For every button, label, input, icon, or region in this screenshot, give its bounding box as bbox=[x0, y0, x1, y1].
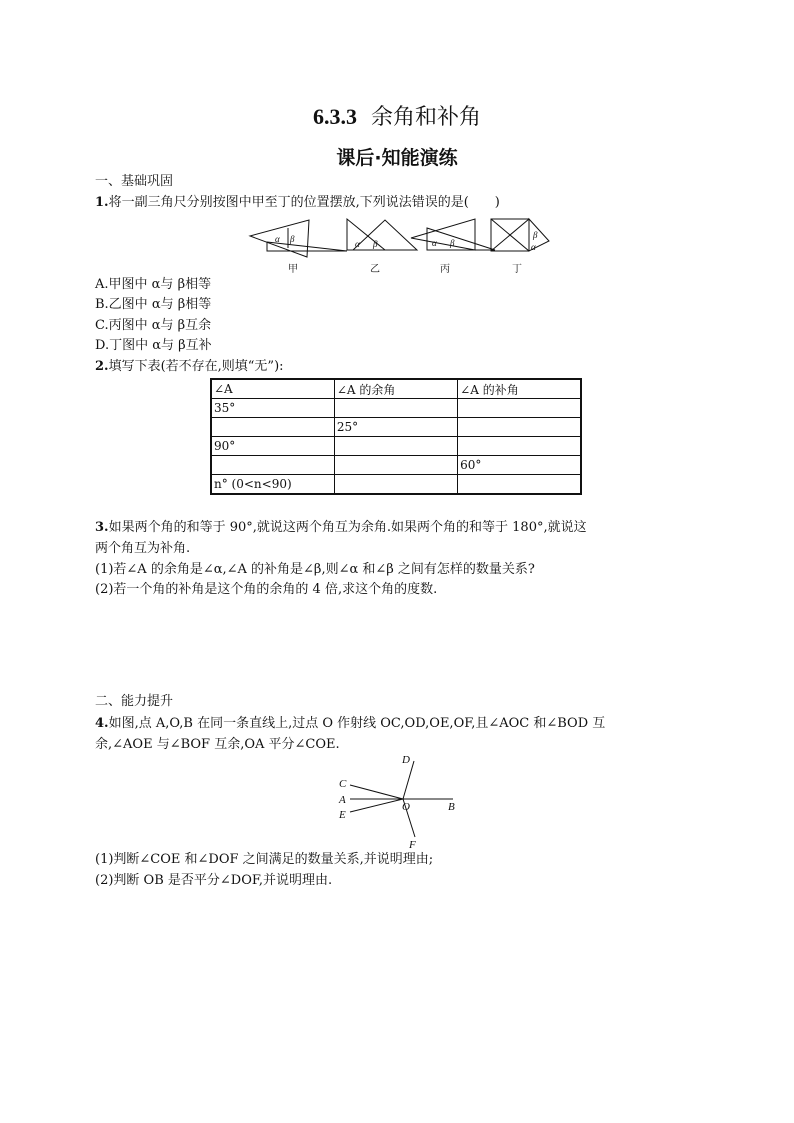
svg-text:β: β bbox=[450, 238, 455, 248]
question-text: 如图,点 A,O,B 在同一条直线上,过点 O 作射线 OC,OD,OE,OF,且∠AOC 和∠BOD 互 bbox=[108, 716, 606, 731]
title-text: 余角和补角 bbox=[370, 105, 481, 130]
svg-text:α: α bbox=[355, 239, 360, 249]
page-title bbox=[0, 100, 794, 131]
question-number: 3. bbox=[95, 520, 109, 535]
table-cell: 25° bbox=[334, 418, 457, 437]
option-b: B.乙图中 α与 β相等 bbox=[95, 297, 212, 312]
option-c: C.丙图中 α与 β互余 bbox=[95, 318, 212, 333]
table-header-cell: ∠A 的余角 bbox=[334, 379, 457, 399]
svg-text:α: α bbox=[531, 242, 536, 252]
table-row bbox=[211, 418, 581, 437]
rays-figure bbox=[335, 752, 465, 852]
figure-label-ding: 丁 bbox=[512, 264, 522, 275]
title-number: 6.3.3 bbox=[312, 104, 357, 129]
table-header-cell: ∠A 的补角 bbox=[458, 379, 581, 399]
question-text: 将一副三角尺分别按图中甲至丁的位置摆放,下列说法错误的是( ) bbox=[108, 195, 500, 210]
figure-label-yi: 乙 bbox=[370, 264, 380, 275]
point-label-a: A bbox=[339, 794, 346, 806]
table-cell bbox=[458, 475, 581, 495]
table-cell bbox=[458, 437, 581, 456]
table-cell: 35° bbox=[211, 399, 334, 418]
section-heading-advanced: 二、能力提升 bbox=[95, 694, 174, 709]
section-heading-basic: 一、基础巩固 bbox=[95, 174, 174, 189]
table-cell bbox=[211, 418, 334, 437]
figure-label-jia: 甲 bbox=[288, 264, 298, 275]
table-row bbox=[211, 437, 581, 456]
table-cell bbox=[458, 418, 581, 437]
question-3-sub2: (2)若一个角的补角是这个角的余角的 4 倍,求这个角的度数. bbox=[95, 582, 438, 597]
question-number: 2. bbox=[95, 359, 109, 374]
table-cell: 90° bbox=[211, 437, 334, 456]
point-label-f: F bbox=[409, 839, 416, 851]
point-label-o: O bbox=[402, 801, 410, 813]
question-number: 4. bbox=[95, 716, 109, 731]
question-4 bbox=[95, 715, 605, 733]
question-4-sub1: (1)判断∠COE 和∠DOF 之间满足的数量关系,并说明理由; bbox=[95, 852, 434, 867]
table-header-cell: ∠A bbox=[211, 379, 334, 399]
table-row bbox=[211, 475, 581, 495]
table-cell: 60° bbox=[458, 456, 581, 475]
svg-text:β: β bbox=[533, 230, 538, 240]
table-cell bbox=[334, 475, 457, 495]
figure-label-bing: 丙 bbox=[440, 264, 450, 275]
question-1 bbox=[95, 194, 500, 212]
table-cell: n° (0<n<90) bbox=[211, 475, 334, 495]
angle-table bbox=[210, 378, 582, 495]
figure-ding bbox=[491, 219, 549, 251]
question-text: 填写下表(若不存在,则填“无”): bbox=[108, 359, 284, 374]
table-cell bbox=[334, 437, 457, 456]
point-label-b: B bbox=[448, 801, 455, 813]
question-3-sub1: (1)若∠A 的余角是∠α,∠A 的补角是∠β,则∠α 和∠β 之间有怎样的数量关系? bbox=[95, 562, 535, 577]
question-4-line2: 余,∠AOE 与∠BOF 互余,OA 平分∠COE. bbox=[95, 737, 340, 752]
question-3 bbox=[95, 519, 587, 537]
table-cell bbox=[211, 456, 334, 475]
question-4-sub2: (2)判断 OB 是否平分∠DOF,并说明理由. bbox=[95, 873, 333, 888]
table-cell bbox=[458, 399, 581, 418]
point-label-d: D bbox=[402, 754, 410, 766]
svg-text:β: β bbox=[290, 234, 295, 244]
figure-jia bbox=[250, 220, 347, 257]
table-header-row bbox=[211, 379, 581, 399]
option-d: D.丁图中 α与 β互补 bbox=[95, 338, 212, 353]
table-row bbox=[211, 399, 581, 418]
question-number: 1. bbox=[95, 195, 109, 210]
table-row bbox=[211, 456, 581, 475]
point-label-c: C bbox=[339, 778, 347, 790]
option-a: A.甲图中 α与 β相等 bbox=[95, 277, 212, 292]
question-text: 如果两个角的和等于 90°,就说这两个角互为余角.如果两个角的和等于 180°,就说这 bbox=[108, 520, 587, 535]
question-2 bbox=[95, 358, 284, 376]
page-subtitle: 课后·知能演练 bbox=[336, 147, 458, 169]
svg-text:α: α bbox=[275, 234, 280, 244]
svg-text:β: β bbox=[373, 239, 378, 249]
svg-text:α: α bbox=[432, 238, 437, 248]
question-3-line2: 两个角互为补角. bbox=[95, 541, 191, 556]
table-cell bbox=[334, 399, 457, 418]
point-label-e: E bbox=[339, 809, 346, 821]
table-cell bbox=[334, 456, 457, 475]
